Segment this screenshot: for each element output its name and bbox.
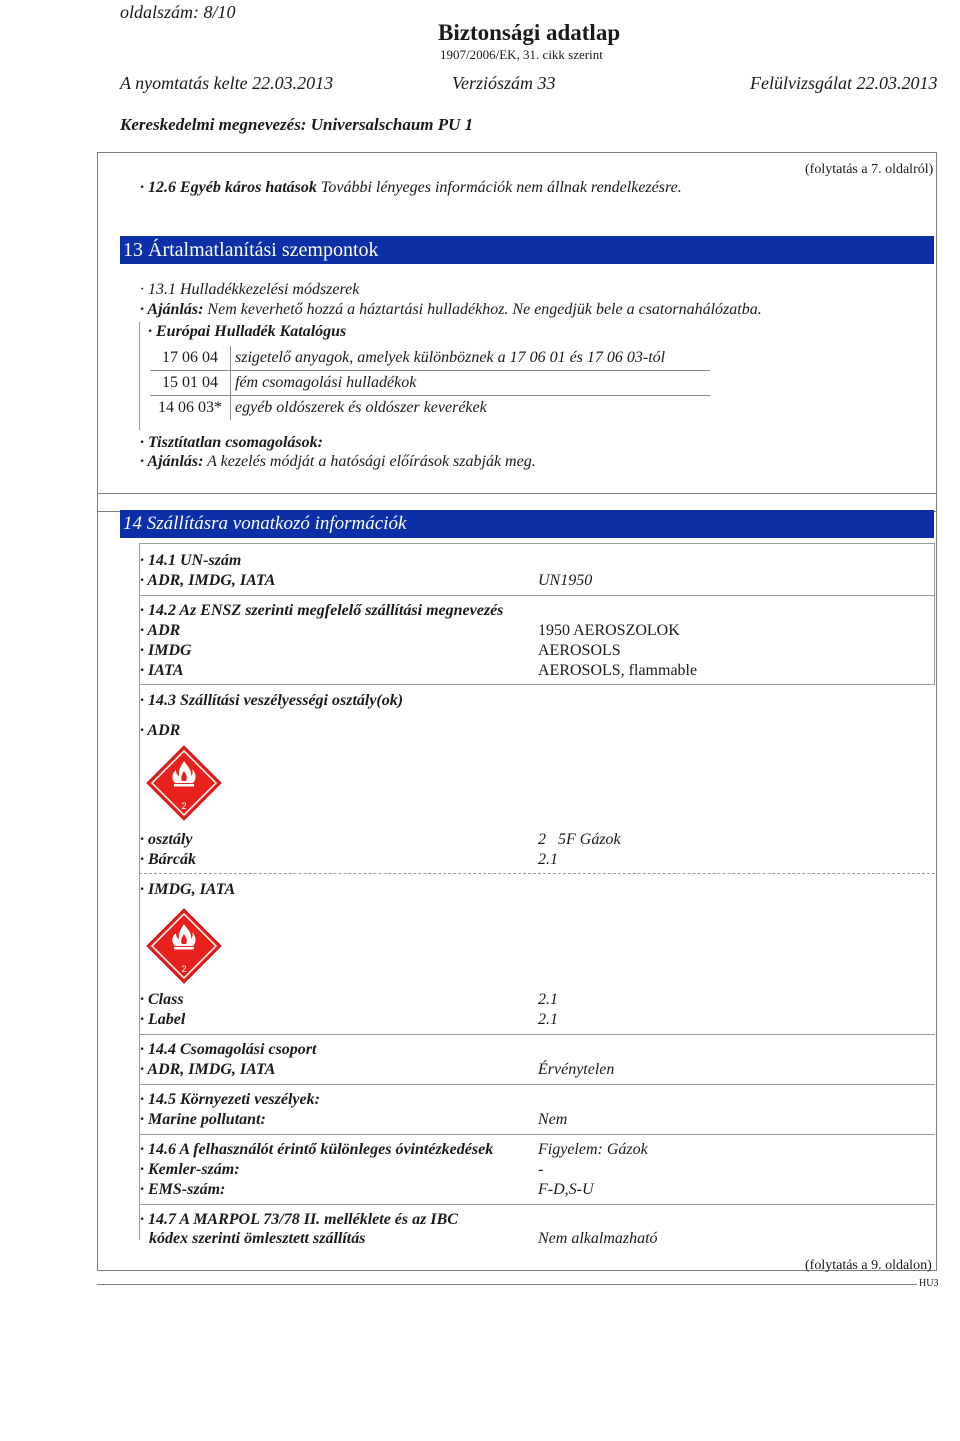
- row-separator: [139, 1034, 935, 1035]
- document-title: Biztonsági adatlap: [438, 20, 621, 45]
- special-precautions-value: Figyelem: Gázok: [538, 1141, 648, 1158]
- recommendation-label: · Ajánlás:: [140, 301, 204, 318]
- regulation-line: 1907/2006/EK, 31. cikk szerint: [440, 47, 603, 62]
- imdg-iata-label: · IMDG, IATA: [140, 881, 236, 898]
- class-value: 2.1: [538, 991, 558, 1008]
- row-separator: [139, 1204, 935, 1205]
- section-12-6-text: További lényeges információk nem állnak rendelkezésre.: [320, 179, 682, 196]
- trade-name: Kereskedelmi megnevezés: Universalschaum PU 1: [120, 115, 474, 134]
- packing-group-value: Érvénytelen: [538, 1061, 615, 1078]
- catalog-left-rule: [139, 322, 140, 430]
- iata-value: [538, 662, 697, 680]
- uncleaned-recommendation: [140, 453, 536, 471]
- footer-rule: [97, 1284, 917, 1285]
- section-14-right-rule: [934, 543, 935, 685]
- osztaly-label: · osztály: [140, 831, 193, 848]
- version-number: Verziószám 33: [452, 73, 556, 93]
- shipping-name-title: · 14.2 Az ENSZ szerinti megfelelő szállítási megnevezés: [140, 602, 504, 619]
- marpol-title-line1: · 14.7 A MARPOL 73/78 II. melléklete és az IBC: [140, 1211, 458, 1228]
- hazard-class-title: · 14.3 Szállítási veszélyességi osztály(ok): [140, 692, 404, 709]
- un-number-value: UN1950: [538, 572, 593, 589]
- catalog-row: [150, 346, 710, 371]
- class-adr-label: · ADR: [140, 722, 181, 739]
- flammable-gas-pictogram: [146, 745, 222, 821]
- row-separator: [139, 543, 935, 544]
- ems-label: · EMS-szám:: [140, 1181, 226, 1198]
- catalog-code: 17 06 04: [150, 346, 231, 371]
- catalog-code: 14 06 03*: [150, 396, 231, 421]
- iata-label: · IATA: [140, 662, 184, 679]
- class-label: · Class: [140, 991, 184, 1008]
- revision-date: Felülvizsgálat 22.03.2013: [750, 73, 938, 93]
- pictogram-class-number: 2: [181, 964, 187, 974]
- flammable-gas-pictogram: [146, 908, 222, 984]
- kemler-label: · Kemler-szám:: [140, 1161, 240, 1178]
- dashed-separator: [139, 873, 935, 874]
- section-14-heading: 14 Szállításra vonatkozó információk: [120, 510, 934, 538]
- un-number-label: · ADR, IMDG, IATA: [140, 572, 276, 589]
- catalog-description: egyéb oldószerek és oldószer keverékek: [231, 396, 711, 421]
- row-separator: [139, 1134, 935, 1135]
- section-13-1-title: · 13.1 Hulladékkezelési módszerek: [140, 281, 360, 298]
- page-number: oldalszám: 8/10: [120, 2, 236, 22]
- label-value: 2.1: [538, 1011, 558, 1028]
- catalog-row: [150, 396, 710, 421]
- packing-group-title: · 14.4 Csomagolási csoport: [140, 1041, 317, 1058]
- print-date: A nyomtatás kelte 22.03.2013: [120, 73, 334, 93]
- label-label: · Label: [140, 1011, 186, 1028]
- iata-value-text: AEROSOLS, flammable: [538, 662, 698, 679]
- adr-value: 1950 AEROSZOLOK: [538, 622, 680, 639]
- marpol-value: Nem alkalmazható: [538, 1230, 658, 1247]
- packing-group-label: · ADR, IMDG, IATA: [140, 1061, 276, 1078]
- marine-pollutant-value: Nem: [538, 1111, 568, 1128]
- barcak-value: 2.1: [538, 851, 558, 868]
- row-separator: [139, 595, 935, 596]
- uncleaned-packaging-label: · Tisztítatlan csomagolások:: [140, 434, 323, 451]
- kemler-value: -: [538, 1161, 544, 1178]
- section-13-1-recommendation: [140, 301, 762, 319]
- catalog-row: [150, 371, 710, 396]
- uncleaned-rec-label: · Ajánlás:: [140, 453, 204, 470]
- uncleaned-rec-text: A kezelés módját a hatósági előírások szabják meg.: [207, 453, 536, 470]
- ems-value: F-D,S-U: [538, 1181, 594, 1198]
- marine-pollutant-label: · Marine pollutant:: [140, 1111, 266, 1128]
- section-13-heading: 13 Ártalmatlanítási szempontok: [120, 236, 934, 264]
- catalog-code: 15 01 04: [150, 371, 231, 396]
- un-number-title: · 14.1 UN-szám: [140, 552, 242, 569]
- recommendation-text: Nem keverhető hozzá a háztartási hulladékhoz. Ne engedjük bele a csatornahálózatba.: [207, 301, 762, 318]
- section-12-6-label: · 12.6 Egyéb káros hatások: [140, 179, 317, 196]
- environmental-hazards-title: · 14.5 Környezeti veszélyek:: [140, 1091, 320, 1108]
- row-separator: [139, 684, 935, 685]
- catalog-title: · Európai Hulladék Katalógus: [148, 323, 347, 340]
- catalog-description: szigetelő anyagok, amelyek különböznek a 17 06 01 és 17 06 03-tól: [231, 346, 711, 371]
- waste-catalog-table: [150, 346, 710, 420]
- imdg-value: AEROSOLS: [538, 642, 621, 659]
- barcak-label: · Bárcák: [140, 851, 196, 868]
- pictogram-class-number: 2: [181, 801, 187, 811]
- special-precautions-title: · 14.6 A felhasználót érintő különleges óvintézkedések: [140, 1141, 494, 1158]
- continued-from: (folytatás a 7. oldalról): [805, 162, 934, 177]
- catalog-description: fém csomagolási hulladékok: [231, 371, 711, 396]
- row-separator: [139, 1084, 935, 1085]
- continued-to: (folytatás a 9. oldalon): [805, 1258, 932, 1273]
- osztaly-value: 2 5F Gázok: [538, 831, 621, 848]
- section-12-6: [140, 179, 682, 197]
- marpol-title-line2: kódex szerinti ömlesztett szállítás: [149, 1230, 366, 1247]
- adr-label: · ADR: [140, 622, 181, 639]
- imdg-label: · IMDG: [140, 642, 192, 659]
- language-code: HU3: [919, 1278, 939, 1289]
